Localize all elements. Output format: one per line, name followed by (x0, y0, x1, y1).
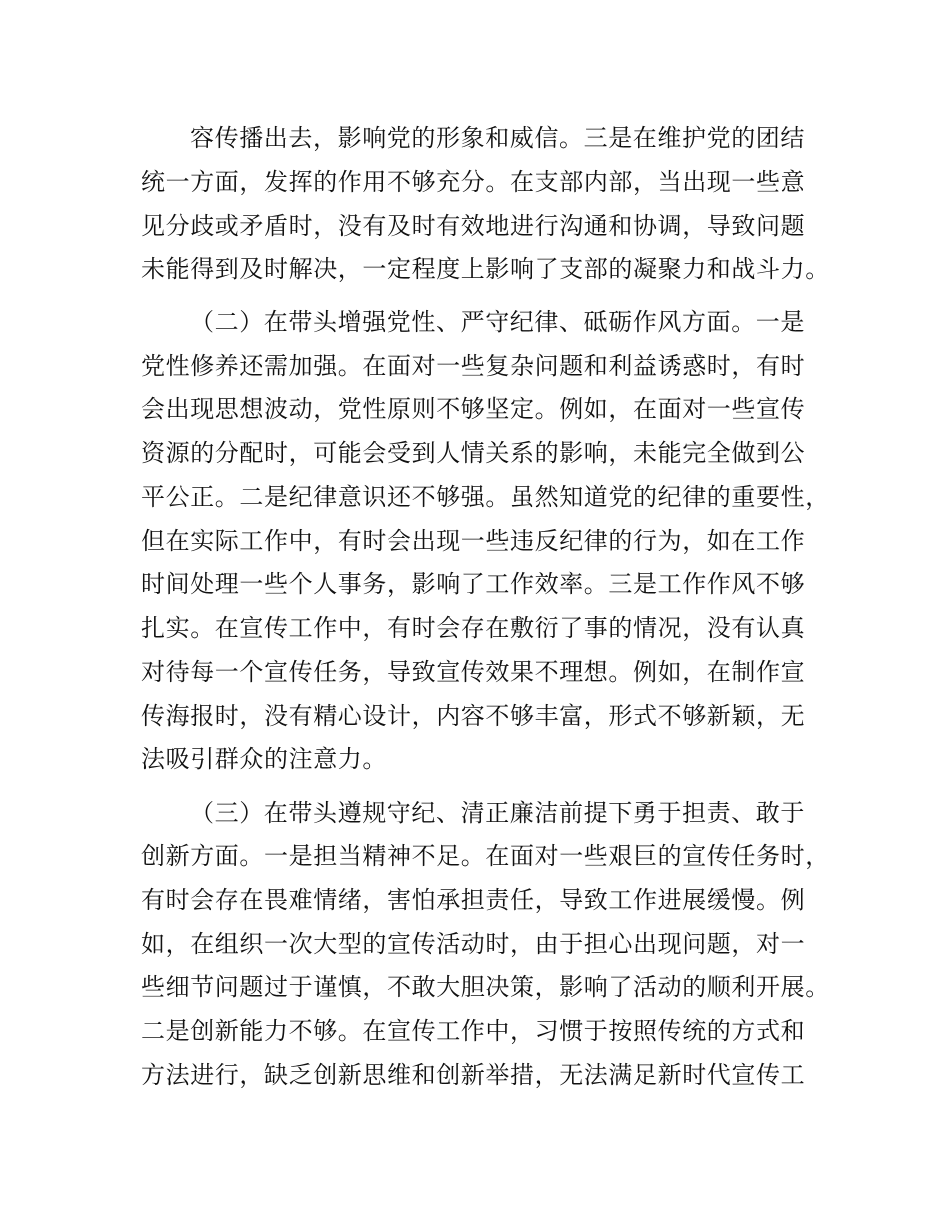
section-heading-line: （二）在带头增强党性、严守纪律、砥砺作风方面。一是 (190, 308, 805, 336)
text-line: 创新方面。一是担当精神不足。在面对一些艰巨的宣传任务时， (141, 842, 830, 870)
text-line: 扎实。在宣传工作中，有时会存在敷衍了事的情况，没有认真 (141, 614, 806, 642)
text-line: 统一方面，发挥的作用不够充分。在支部内部，当出现一些意 (141, 168, 806, 196)
text-line: 会出现思想波动，党性原则不够坚定。例如，在面对一些宣传 (141, 395, 806, 423)
text-line: 见分歧或矛盾时，没有及时有效地进行沟通和协调，导致问题 (141, 212, 806, 240)
text-line: 但在实际工作中，有时会出现一些违反纪律的行为，如在工作 (141, 527, 806, 555)
section-heading-line: （三）在带头遵规守纪、清正廉洁前提下勇于担责、敢于 (190, 799, 805, 827)
text-line: 平公正。二是纪律意识还不够强。虽然知道党的纪律的重要性， (141, 483, 830, 511)
text-line: 党性修养还需加强。在面对一些复杂问题和利益诱惑时，有时 (141, 352, 806, 380)
text-line: 二是创新能力不够。在宣传工作中，习惯于按照传统的方式和 (141, 1017, 806, 1045)
text-line: 法吸引群众的注意力。 (141, 745, 387, 773)
text-line: 有时会存在畏难情绪，害怕承担责任，导致工作进展缓慢。例 (141, 886, 806, 914)
text-line: 些细节问题过于谨慎，不敢大胆决策，影响了活动的顺利开展。 (141, 973, 830, 1001)
text-line: 传海报时，没有精心设计，内容不够丰富，形式不够新颖，无 (141, 702, 806, 730)
text-line: 时间处理一些个人事务，影响了工作效率。三是工作作风不够 (141, 570, 806, 598)
text-line: 容传播出去，影响党的形象和威信。三是在维护党的团结 (190, 124, 805, 152)
text-line: 对待每一个宣传任务，导致宣传效果不理想。例如，在制作宣 (141, 658, 806, 686)
text-line: 资源的分配时，可能会受到人情关系的影响，未能完全做到公 (141, 439, 806, 467)
text-line: 未能得到及时解决，一定程度上影响了支部的凝聚力和战斗力。 (141, 255, 830, 283)
text-line: 如，在组织一次大型的宣传活动时，由于担心出现问题，对一 (141, 930, 806, 958)
text-line: 方法进行，缺乏创新思维和创新举措，无法满足新时代宣传工 (141, 1061, 806, 1089)
